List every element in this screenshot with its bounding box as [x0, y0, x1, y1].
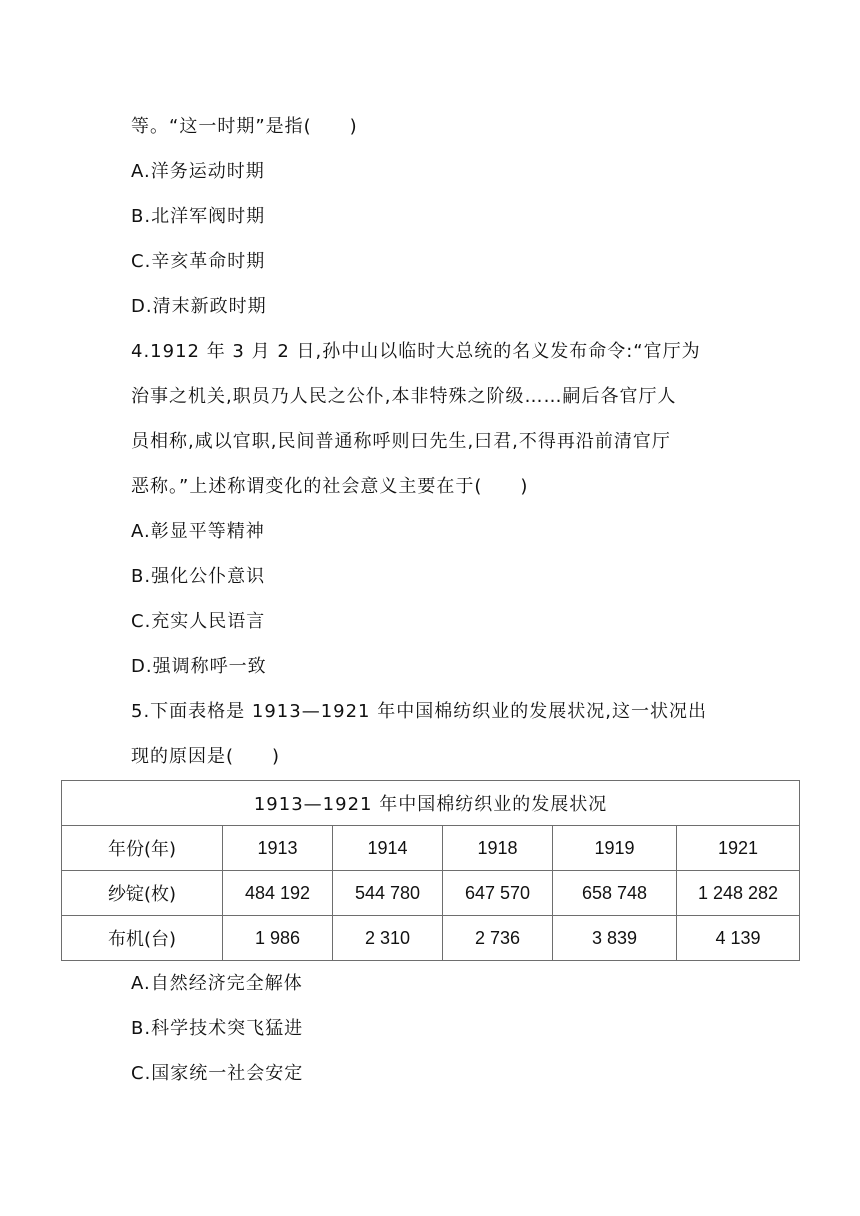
q5-option-c: C.国家统一社会安定: [131, 1063, 304, 1084]
header-year-1919: 1919: [553, 826, 677, 871]
q4-stem-line-3: 员相称,咸以官职,民间普通称呼则曰先生,曰君,不得再沿前清官厅: [131, 431, 671, 452]
q3-option-c: C.辛亥革命时期: [131, 251, 266, 272]
header-year-label: 年份(年): [62, 826, 223, 871]
looms-label: 布机(台): [62, 916, 223, 961]
q4-option-d: D.强调称呼一致: [131, 656, 267, 677]
q5-stem-line-2: 现的原因是( ): [131, 746, 281, 767]
looms-1914: 2 310: [333, 916, 443, 961]
q5-option-b: B.科学技术突飞猛进: [131, 1018, 304, 1039]
table-caption-row: [62, 781, 800, 826]
q3-stem-tail: 等。“这一时期”是指( ): [131, 116, 358, 137]
cotton-industry-table-wrapper: [61, 780, 799, 961]
header-year-1913: 1913: [223, 826, 333, 871]
looms-1919: 3 839: [553, 916, 677, 961]
q4-option-c: C.充实人民语言: [131, 611, 266, 632]
q4-stem-line-1: 4.1912 年 3 月 2 日,孙中山以临时大总统的名义发布命令:“官厅为: [131, 341, 701, 362]
looms-1913: 1 986: [223, 916, 333, 961]
spindles-1921: 1 248 282: [677, 871, 800, 916]
spindles-1919: 658 748: [553, 871, 677, 916]
q4-stem-line-2: 治事之机关,职员乃人民之公仆,本非特殊之阶级……嗣后各官厅人: [131, 386, 677, 407]
spindles-1914: 544 780: [333, 871, 443, 916]
q5-stem-line-1: 5.下面表格是 1913—1921 年中国棉纺织业的发展状况,这一状况出: [131, 701, 707, 722]
q3-option-d: D.清末新政时期: [131, 296, 267, 317]
q5-option-a: A.自然经济完全解体: [131, 973, 303, 994]
header-year-1914: 1914: [333, 826, 443, 871]
table-header-row: [62, 826, 800, 871]
table-caption: 1913—1921 年中国棉纺织业的发展状况: [62, 781, 800, 826]
table-row-looms: [62, 916, 800, 961]
looms-1921: 4 139: [677, 916, 800, 961]
q3-option-b: B.北洋军阀时期: [131, 206, 266, 227]
spindles-1918: 647 570: [443, 871, 553, 916]
q4-option-a: A.彰显平等精神: [131, 521, 265, 542]
cotton-industry-table: [61, 780, 800, 961]
header-year-1921: 1921: [677, 826, 800, 871]
table-row-spindles: [62, 871, 800, 916]
spindles-label: 纱锭(枚): [62, 871, 223, 916]
spindles-1913: 484 192: [223, 871, 333, 916]
looms-1918: 2 736: [443, 916, 553, 961]
header-year-1918: 1918: [443, 826, 553, 871]
q4-option-b: B.强化公仆意识: [131, 566, 266, 587]
q4-stem-line-4: 恶称。”上述称谓变化的社会意义主要在于( ): [131, 476, 529, 497]
q3-option-a: A.洋务运动时期: [131, 161, 265, 182]
